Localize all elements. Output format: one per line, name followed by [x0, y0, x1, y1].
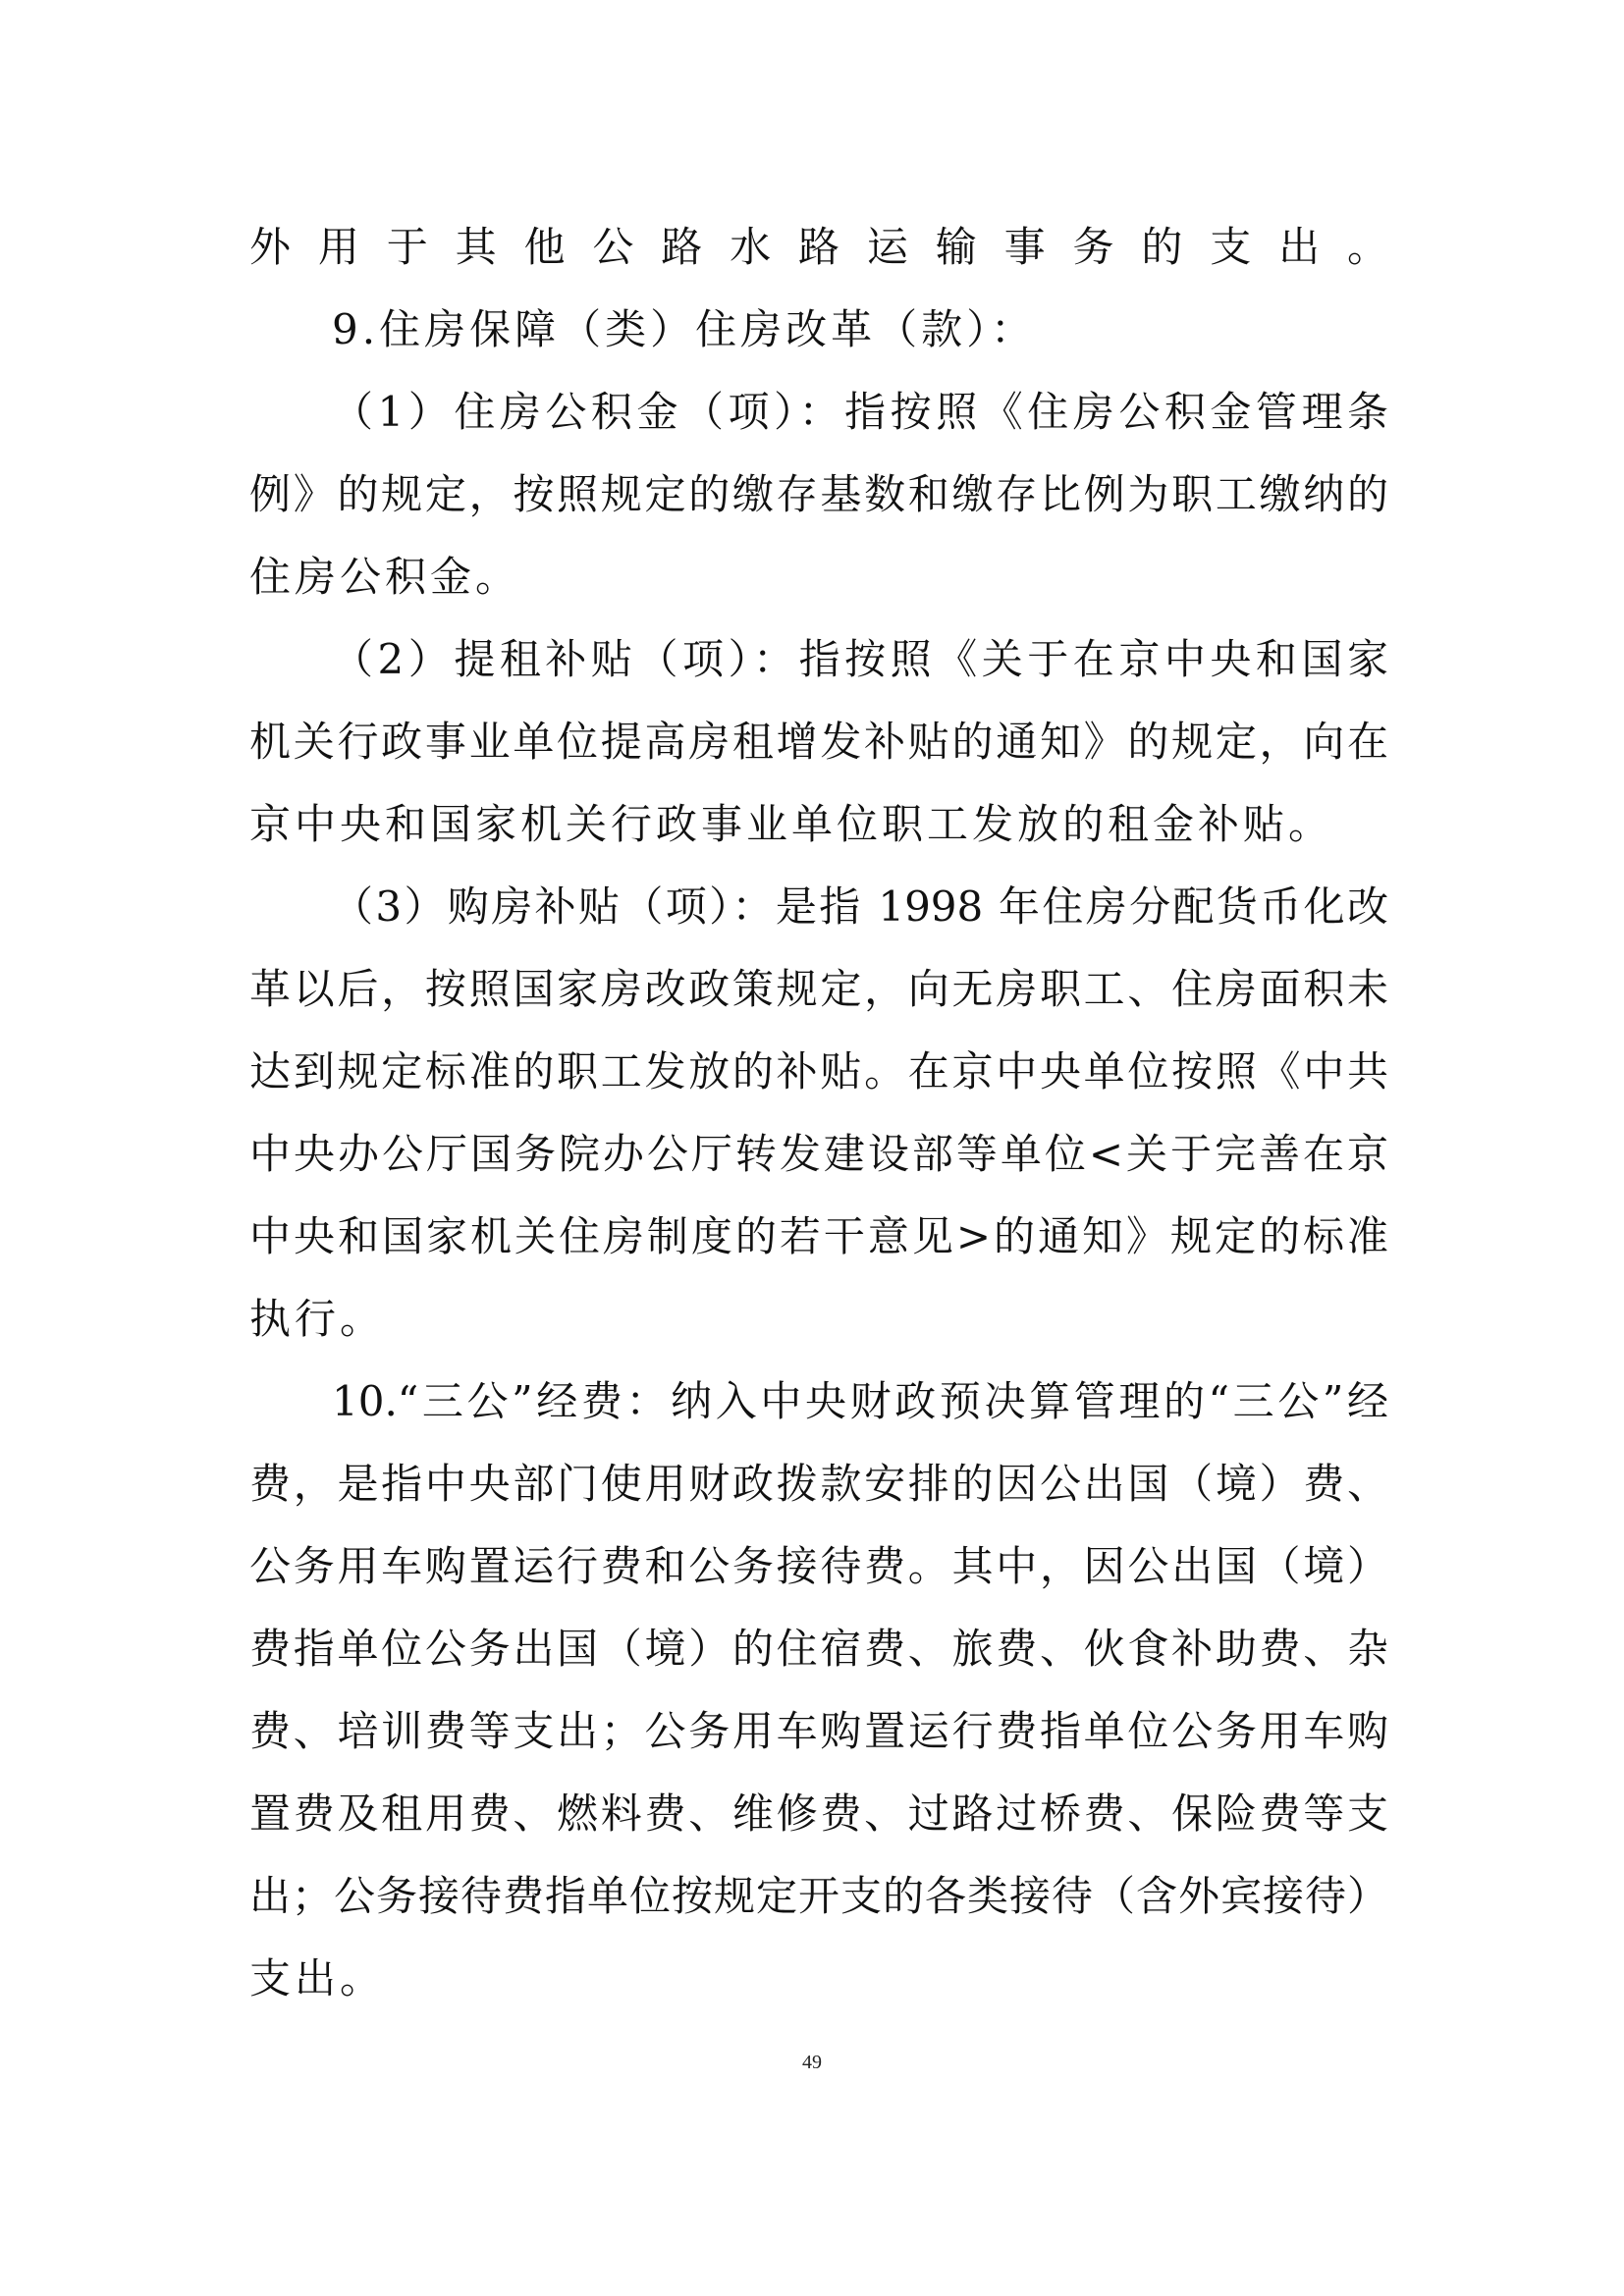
- text-line: 置费及租用费、燃料费、维修费、过路过桥费、保险费等支: [249, 1789, 1388, 1838]
- text-line: 外用于其他公路水路运输事务的支出。: [249, 223, 1388, 271]
- text-line: 费、培训费等支出；公务用车购置运行费指单位公务用车购: [249, 1707, 1388, 1755]
- text-line: 中央办公厅国务院办公厅转发建设部等单位<关于完善在京: [249, 1130, 1388, 1178]
- text-line: 住房公积金。: [249, 553, 521, 601]
- text-line: 费，是指中央部门使用财政拨款安排的因公出国（境）费、: [249, 1460, 1388, 1508]
- text-line: 京中央和国家机关行政事业单位职工发放的租金补贴。: [249, 800, 1334, 848]
- text-line: 支出。: [249, 1954, 386, 2002]
- text-line: 革以后，按照国家房改政策规定，向无房职工、住房面积未: [249, 965, 1388, 1013]
- text-line: 出；公务接待费指单位按规定开支的各类接待（含外宾接待）: [249, 1872, 1388, 1920]
- page-number: 49: [802, 2052, 822, 2073]
- text-line: （1）住房公积金（项）：指按照《住房公积金管理条: [332, 388, 1388, 436]
- text-line: 中央和国家机关住房制度的若干意见>的通知》规定的标准: [249, 1212, 1388, 1260]
- text-line: 公务用车购置运行费和公务接待费。其中，因公出国（境）: [249, 1542, 1388, 1590]
- text-line: 费指单位公务出国（境）的住宿费、旅费、伙食补助费、杂: [249, 1625, 1388, 1673]
- text-line: 例》的规定，按照规定的缴存基数和缴存比例为职工缴纳的: [249, 470, 1388, 518]
- text-line: 机关行政事业单位提高房租增发补贴的通知》的规定，向在: [249, 718, 1388, 766]
- section-heading: 10.“三公”经费：纳入中央财政预决算管理的“三公”经: [332, 1377, 1388, 1425]
- text-line: （3）购房补贴（项）：是指 1998 年住房分配货币化改: [332, 882, 1388, 931]
- text-line: 执行。: [249, 1295, 386, 1343]
- text-line: （2）提租补贴（项）：指按照《关于在京中央和国家: [332, 635, 1388, 683]
- section-heading: 9.住房保障（类）住房改革（款）：: [332, 305, 1037, 353]
- text-line: 达到规定标准的职工发放的补贴。在京中央单位按照《中共: [249, 1047, 1388, 1095]
